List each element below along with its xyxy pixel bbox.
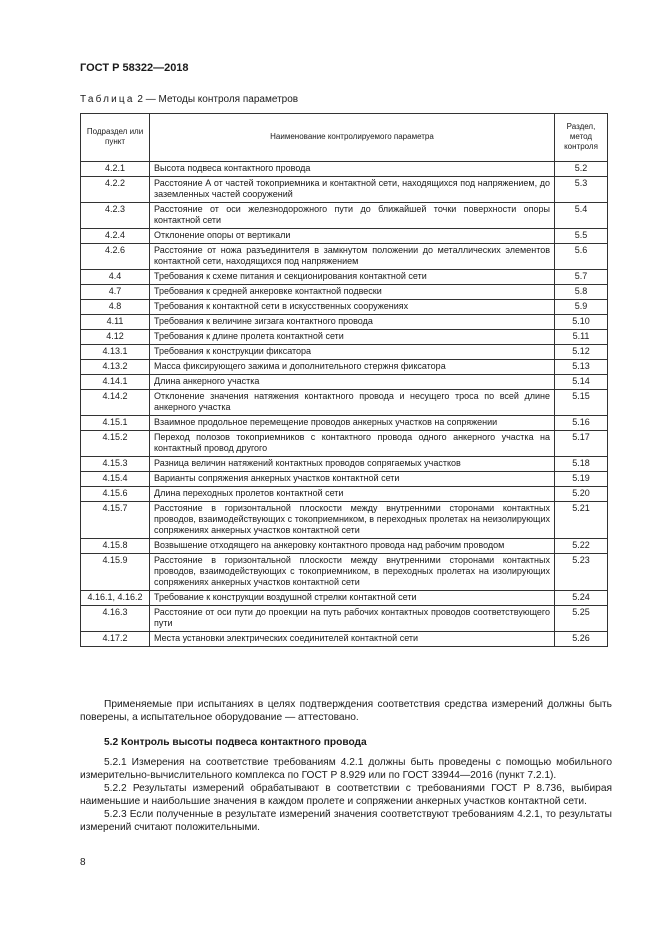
row-parameter-name: Требования к схеме питания и секционирования контактной сети [150, 270, 555, 285]
table-row [81, 345, 608, 360]
row-method: 5.21 [555, 502, 608, 539]
table-row [81, 285, 608, 300]
row-method: 5.3 [555, 177, 608, 203]
row-subsection: 4.13.2 [81, 360, 150, 375]
row-method: 5.20 [555, 487, 608, 502]
row-method: 5.14 [555, 375, 608, 390]
row-subsection: 4.7 [81, 285, 150, 300]
table-row [81, 591, 608, 606]
row-method: 5.6 [555, 244, 608, 270]
row-subsection: 4.2.4 [81, 229, 150, 244]
row-method: 5.7 [555, 270, 608, 285]
table-row [81, 315, 608, 330]
row-parameter-name: Требование к конструкции воздушной стрелки контактной сети [150, 591, 555, 606]
row-parameter-name: Расстояние от ножа разъединителя в замкнутом положении до металлических элементов контактной сети, находящихся под напряжением [150, 244, 555, 270]
row-parameter-name: Расстояние от оси пути до проекции на путь рабочих контактных проводов соответствующего пути [150, 606, 555, 632]
row-subsection: 4.11 [81, 315, 150, 330]
table-row [81, 472, 608, 487]
table-row [81, 632, 608, 647]
table-row [81, 390, 608, 416]
table-row [81, 606, 608, 632]
row-subsection: 4.15.9 [81, 554, 150, 591]
row-subsection: 4.15.6 [81, 487, 150, 502]
row-parameter-name: Расстояние в горизонтальной плоскости между внутренними сторонами контактных проводов, взаимодействующих с токоприемником, в переходных пролетах на неизолирующих сопряжениях анкерных участков контактной сети [150, 502, 555, 539]
paragraph-5-2-3: 5.2.3 Если полученные в результате измерений значения соответствуют требованиям 4.2.1, то результаты измерений считают положительными. [80, 809, 612, 833]
row-subsection: 4.17.2 [81, 632, 150, 647]
row-parameter-name: Высота подвеса контактного провода [150, 162, 555, 177]
row-parameter-name: Отклонение значения натяжения контактного провода и несущего троса по всей длине анкерного участка [150, 390, 555, 416]
row-method: 5.18 [555, 457, 608, 472]
table-row [81, 229, 608, 244]
row-parameter-name: Расстояние А от частей токоприемника и контактной сети, находящихся под напряжением, до заземленных частей сооружений [150, 177, 555, 203]
row-subsection: 4.12 [81, 330, 150, 345]
row-subsection: 4.14.1 [81, 375, 150, 390]
row-subsection: 4.15.2 [81, 431, 150, 457]
table-row [81, 416, 608, 431]
row-parameter-name: Требования к длине пролета контактной сети [150, 330, 555, 345]
table-row [81, 487, 608, 502]
table-header-row [81, 114, 608, 162]
row-parameter-name: Расстояние в горизонтальной плоскости между внутренними сторонами контактных проводов, взаимодействующих с токоприемником, в переходных пролетах на изолирующих сопряжениях анкерных участков контактной сети [150, 554, 555, 591]
table-row [81, 270, 608, 285]
parameters-table [80, 113, 608, 647]
row-parameter-name: Возвышение отходящего на анкеровку контактного провода над рабочим проводом [150, 539, 555, 554]
row-method: 5.25 [555, 606, 608, 632]
row-subsection: 4.15.8 [81, 539, 150, 554]
row-subsection: 4.15.3 [81, 457, 150, 472]
page-number: 8 [80, 857, 86, 868]
table-row [81, 177, 608, 203]
row-subsection: 4.15.7 [81, 502, 150, 539]
row-method: 5.15 [555, 390, 608, 416]
row-subsection: 4.13.1 [81, 345, 150, 360]
row-method: 5.12 [555, 345, 608, 360]
row-parameter-name: Разница величин натяжений контактных проводов сопрягаемых участков [150, 457, 555, 472]
paragraph-verification: Применяемые при испытаниях в целях подтверждения соответствия средства измерений должны быть поверены, а испытательное оборудование — аттестовано. [80, 699, 612, 723]
row-method: 5.5 [555, 229, 608, 244]
table-row [81, 244, 608, 270]
row-method: 5.26 [555, 632, 608, 647]
table-row [81, 502, 608, 539]
table-row [81, 554, 608, 591]
row-subsection: 4.14.2 [81, 390, 150, 416]
row-subsection: 4.15.1 [81, 416, 150, 431]
row-method: 5.2 [555, 162, 608, 177]
row-subsection: 4.4 [81, 270, 150, 285]
document-header: ГОСТ Р 58322—2018 [80, 62, 189, 74]
row-parameter-name: Требования к контактной сети в искусственных сооружениях [150, 300, 555, 315]
section-heading-5-2: 5.2 Контроль высоты подвеса контактного провода [104, 737, 367, 748]
row-subsection: 4.16.3 [81, 606, 150, 632]
row-method: 5.17 [555, 431, 608, 457]
row-parameter-name: Требования к величине зигзага контактного провода [150, 315, 555, 330]
row-subsection: 4.16.1, 4.16.2 [81, 591, 150, 606]
row-method: 5.9 [555, 300, 608, 315]
table-row [81, 203, 608, 229]
row-parameter-name: Требования к конструкции фиксатора [150, 345, 555, 360]
row-parameter-name: Длина переходных пролетов контактной сети [150, 487, 555, 502]
row-method: 5.24 [555, 591, 608, 606]
table-caption [80, 94, 298, 105]
row-subsection: 4.2.1 [81, 162, 150, 177]
table-row [81, 330, 608, 345]
row-method: 5.8 [555, 285, 608, 300]
row-parameter-name: Места установки электрических соединителей контактной сети [150, 632, 555, 647]
row-method: 5.10 [555, 315, 608, 330]
table-row [81, 431, 608, 457]
row-subsection: 4.2.6 [81, 244, 150, 270]
row-subsection: 4.2.2 [81, 177, 150, 203]
header-parameter: Наименование контролируемого параметра [150, 114, 555, 162]
table-caption-title: 2 — Методы контроля параметров [134, 94, 299, 105]
row-method: 5.23 [555, 554, 608, 591]
row-method: 5.22 [555, 539, 608, 554]
row-subsection: 4.8 [81, 300, 150, 315]
row-method: 5.19 [555, 472, 608, 487]
row-parameter-name: Требования к средней анкеровке контактной подвески [150, 285, 555, 300]
table-row [81, 457, 608, 472]
header-method: Раздел, метод контроля [555, 114, 608, 162]
table-row [81, 360, 608, 375]
paragraph-5-2-2: 5.2.2 Результаты измерений обрабатывают в соответствии с требованиями ГОСТ Р 8.736, выбирая наименьшие и наибольшие значения в каждом пролете и сопряжении анкерных участков контактной сети. [80, 783, 612, 807]
table-row [81, 375, 608, 390]
table-row [81, 539, 608, 554]
row-parameter-name: Расстояние от оси железнодорожного пути до ближайшей точки поверхности опоры контактной сети [150, 203, 555, 229]
row-method: 5.13 [555, 360, 608, 375]
row-subsection: 4.2.3 [81, 203, 150, 229]
row-method: 5.16 [555, 416, 608, 431]
paragraph-5-2-1: 5.2.1 Измерения на соответствие требованиям 4.2.1 должны быть проведены с помощью мобильного измерительно-вычислительного комплекса по ГОСТ Р 8.929 или по ГОСТ 33944—2016 (пункт 7.2.1). [80, 757, 612, 781]
row-subsection: 4.15.4 [81, 472, 150, 487]
table-body [81, 162, 608, 647]
row-method: 5.11 [555, 330, 608, 345]
row-parameter-name: Переход полозов токоприемников с контактного провода одного анкерного участка на контактный провод другого [150, 431, 555, 457]
row-parameter-name: Взаимное продольное перемещение проводов анкерных участков на сопряжении [150, 416, 555, 431]
table-row [81, 162, 608, 177]
row-parameter-name: Отклонение опоры от вертикали [150, 229, 555, 244]
row-method: 5.4 [555, 203, 608, 229]
table-row [81, 300, 608, 315]
row-parameter-name: Длина анкерного участка [150, 375, 555, 390]
header-subsection: Подраздел или пункт [81, 114, 150, 162]
row-parameter-name: Масса фиксирующего зажима и дополнительного стержня фиксатора [150, 360, 555, 375]
row-parameter-name: Варианты сопряжения анкерных участков контактной сети [150, 472, 555, 487]
table-caption-label: Таблица [80, 94, 135, 105]
